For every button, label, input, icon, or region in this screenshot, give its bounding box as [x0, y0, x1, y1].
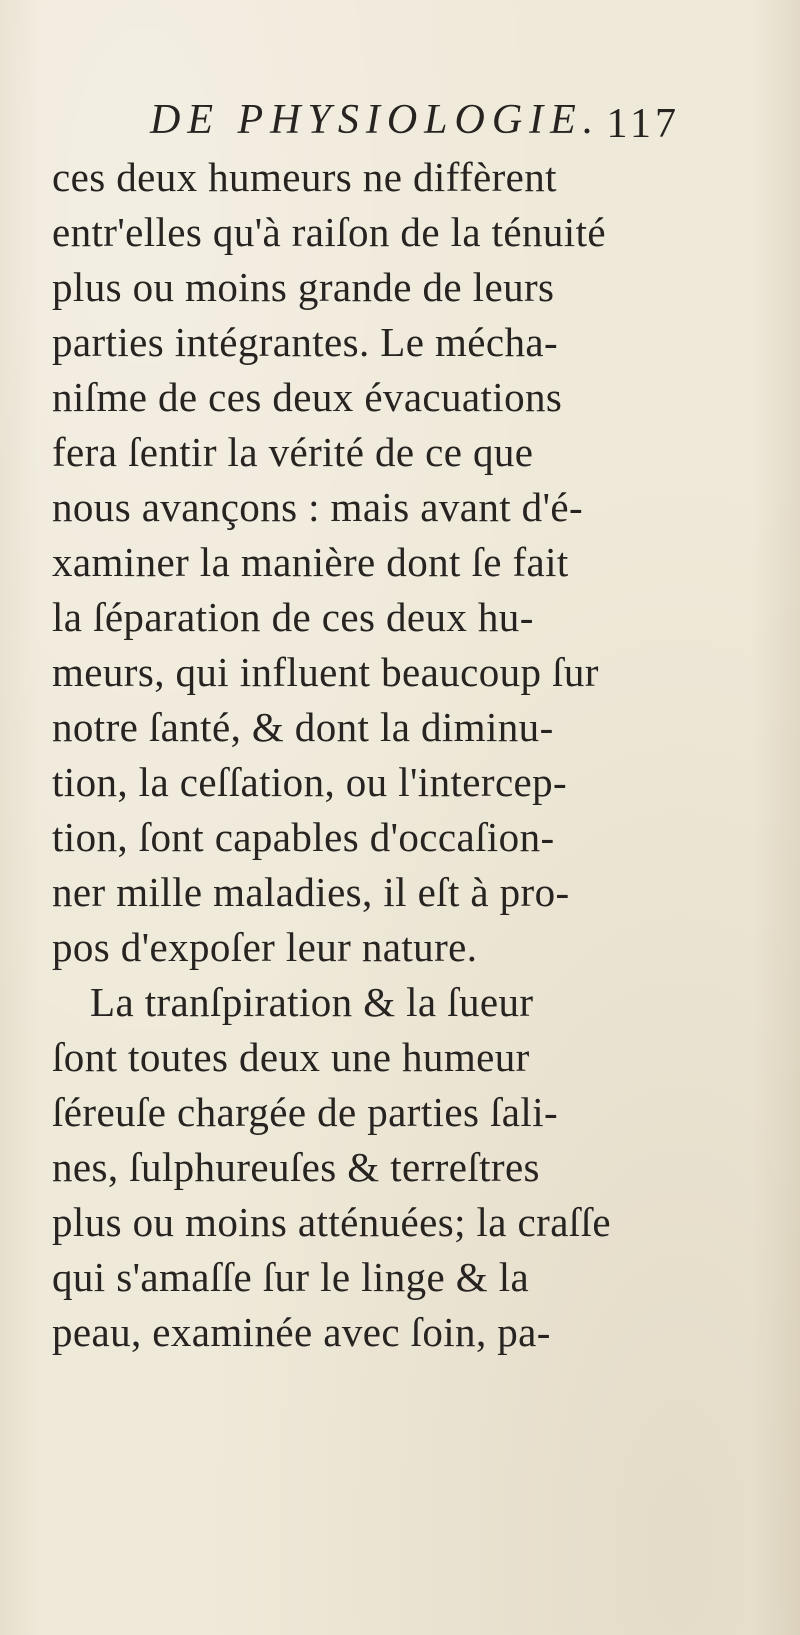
paragraph-start-line: La tranſpiration & la ſueur: [90, 979, 534, 1025]
text-line: niſme de ces deux évacuations: [52, 374, 563, 420]
text-line: nous avançons : mais avant d'é-: [52, 484, 584, 530]
text-line: pos d'expoſer leur nature.: [52, 924, 478, 970]
text-line: xaminer la manière dont ſe fait: [52, 539, 569, 585]
text-line: ſont toutes deux une humeur: [52, 1034, 530, 1080]
body-text: [52, 150, 672, 1360]
text-line: peau, examinée avec ſoin, pa-: [52, 1309, 551, 1355]
running-head-title: DE PHYSIOLOGIE.: [150, 97, 601, 143]
text-line: qui s'amaſſe ſur le linge & la: [52, 1254, 530, 1300]
page-number: 117: [606, 101, 680, 147]
text-line: entr'elles qu'à raiſon de la ténuité: [52, 209, 606, 255]
text-line: nes, ſulphureuſes & terreſtres: [52, 1144, 540, 1190]
text-line: plus ou moins grande de leurs: [52, 264, 555, 310]
text-line: tion, la ceſſation, ou l'intercep-: [52, 759, 568, 805]
running-head: [150, 96, 680, 148]
text-line: fera ſentir la vérité de ce que: [52, 429, 534, 475]
text-line: meurs, qui influent beaucoup ſur: [52, 649, 599, 695]
text-line: plus ou moins atténuées; la craſſe: [52, 1199, 611, 1245]
text-line: ner mille maladies, il eſt à pro-: [52, 869, 570, 915]
text-line: la ſéparation de ces deux hu-: [52, 594, 534, 640]
text-line: ſéreuſe chargée de parties ſali-: [52, 1089, 559, 1135]
text-line: ces deux humeurs ne diffèrent: [52, 154, 557, 200]
text-line: parties intégrantes. Le mécha-: [52, 319, 559, 365]
text-line: tion, ſont capables d'occaſion-: [52, 814, 555, 860]
text-line: notre ſanté, & dont la diminu-: [52, 704, 554, 750]
